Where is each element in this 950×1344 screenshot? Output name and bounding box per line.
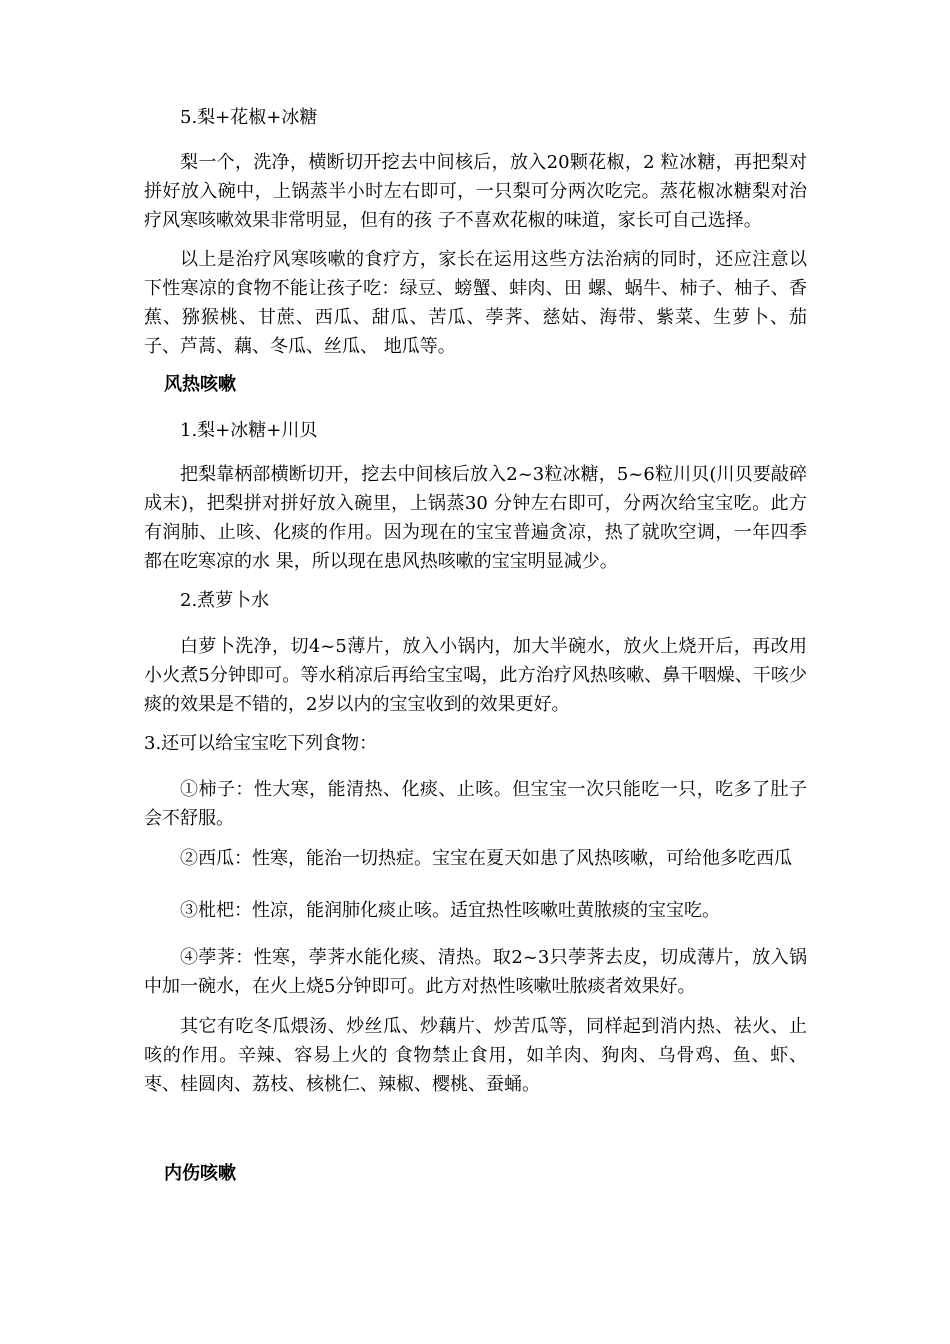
wind-cold-summary-paragraph: 以上是治疗风寒咳嗽的食疗方，家长在运用这些方法治病的同时，还应注意以下性寒凉的食物不能让孩子吃：绿豆、螃蟹、蚌肉、田 螺、蜗牛、柿子、柚子、香蕉、猕猴桃、甘蔗、西瓜、甜瓜、苦瓜、荸荠、慈姑、海带、紫菜、生萝卜、茄子、芦蒿、藕、冬瓜、丝瓜、 地瓜等。: [144, 249, 807, 357]
item5-title: 5.梨+花椒+冰糖: [180, 107, 318, 128]
food-persimmon-paragraph: ①柿子：性大寒，能清热、化痰、止咳。但宝宝一次只能吃一只，吃多了肚子会不舒服。: [144, 779, 807, 829]
food-watermelon-paragraph: ②西瓜：性寒，能治一切热症。宝宝在夏天如患了风热咳嗽，可给他多吃西瓜: [180, 848, 792, 869]
heading-internal-injury-cough: 内伤咳嗽: [164, 1163, 236, 1184]
food-loquat-paragraph: ③枇杷：性凉，能润肺化痰止咳。适宜热性咳嗽吐黄脓痰的宝宝吃。: [180, 900, 720, 921]
heading-wind-heat-cough: 风热咳嗽: [164, 374, 236, 395]
item5-paragraph: 梨一个，洗净，横断切开挖去中间核后，放入20颗花椒，2 粒冰糖，再把梨对拼好放入碗中，上锅蒸半小时左右即可，一只梨可分两次吃完。蒸花椒冰糖梨对治疗风寒咳嗽效果非常明显，但有的孩 子不喜欢花椒的味道，家长可自己选择。: [144, 152, 807, 231]
item1-paragraph: 把梨靠柄部横断切开，挖去中间核后放入2~3粒冰糖，5~6粒川贝(川贝要敲碎成末)，把梨拼对拼好放入碗里，上锅蒸30 分钟左右即可，分两次给宝宝吃。此方有润肺、止咳、化痰的作用。因为现在的宝宝普遍贪凉，热了就吹空调，一年四季都在吃寒凉的水 果，所以现在患风热咳嗽的宝宝明显减少。: [144, 464, 807, 572]
item3-title: 3.还可以给宝宝吃下列食物：: [144, 733, 378, 754]
item1-title: 1.梨+冰糖+川贝: [180, 420, 318, 441]
item2-title: 2.煮萝卜水: [180, 590, 270, 611]
food-water-chestnut-paragraph: ④荸荠：性寒，荸荠水能化痰、清热。取2~3只荸荠去皮，切成薄片，放入锅中加一碗水，在火上烧5分钟即可。此方对热性咳嗽吐脓痰者效果好。: [144, 947, 807, 997]
other-foods-paragraph: 其它有吃冬瓜煨汤、炒丝瓜、炒藕片、炒苦瓜等，同样起到消内热、祛火、止咳的作用。辛辣、容易上火的 食物禁止食用，如羊肉、狗肉、乌骨鸡、鱼、虾、枣、桂圆肉、荔枝、核桃仁、辣椒、樱桃、蚕蛹。: [144, 1016, 807, 1095]
item2-paragraph: 白萝卜洗净，切4~5薄片，放入小锅内，加大半碗水，放火上烧开后，再改用小火煮5分钟即可。等水稍凉后再给宝宝喝，此方治疗风热咳嗽、鼻干咽燥、干咳少痰的效果是不错的，2岁以内的宝宝收到的效果更好。: [144, 636, 807, 715]
